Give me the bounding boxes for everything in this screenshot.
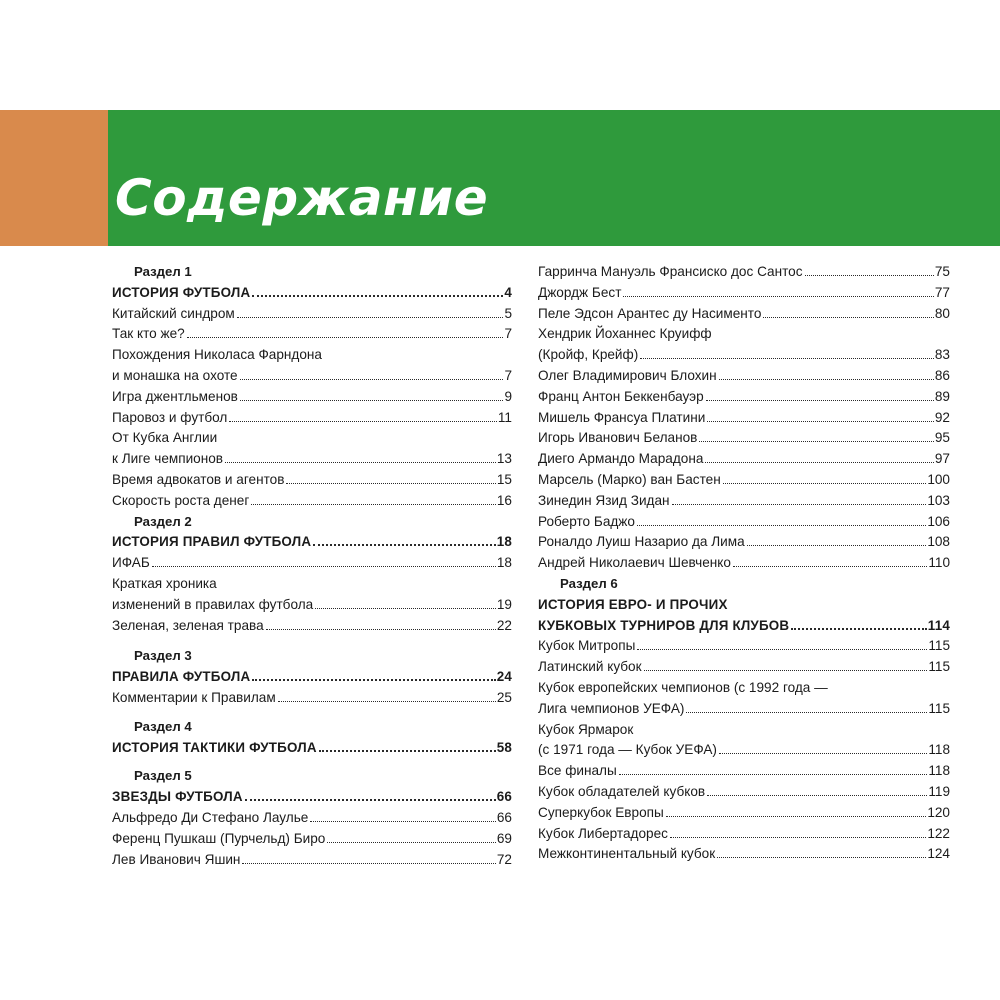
toc-entry-title: Зеленая, зеленая трава [112, 617, 264, 633]
toc-entry-title: Латинский кубок [538, 659, 642, 675]
toc-entry[interactable] [112, 850, 512, 871]
toc-heading-title: ИСТОРИЯ ПРАВИЛ ФУТБОЛА [112, 534, 312, 550]
toc-entry[interactable] [538, 824, 950, 845]
toc-leader-dots [315, 608, 496, 609]
toc-page-number: 86 [934, 367, 950, 383]
toc-entry[interactable] [538, 699, 950, 720]
toc-page-number: 15 [496, 471, 512, 487]
toc-leader-dots [187, 337, 504, 338]
toc-page-number: 22 [496, 617, 512, 633]
toc-entry-title: Время адвокатов и агентов [112, 471, 285, 487]
toc-leader-dots [237, 317, 504, 318]
toc-leader-dots [644, 670, 928, 671]
toc-entry-line1[interactable] [538, 324, 950, 345]
toc-entry[interactable] [538, 740, 950, 761]
toc-page-number: 16 [496, 492, 512, 508]
toc-page-number: 100 [927, 471, 950, 487]
toc-leader-dots [327, 842, 496, 843]
toc-leader-dots [719, 379, 934, 380]
toc-leader-dots [672, 504, 927, 505]
toc-entry[interactable] [538, 636, 950, 657]
toc-entry-title: Игорь Иванович Беланов [538, 430, 698, 446]
toc-entry[interactable] [538, 491, 950, 512]
toc-entry-title: Паровоз и футбол [112, 409, 228, 425]
toc-leader-dots [666, 816, 927, 817]
toc-page-number: 89 [934, 388, 950, 404]
toc-page-number: 118 [928, 742, 950, 758]
toc-page-number: 119 [928, 783, 950, 799]
toc-heading-title: ИСТОРИЯ ЕВРО- И ПРОЧИХ [538, 596, 728, 612]
toc-entry-title: Роберто Баджо [538, 513, 635, 529]
toc-entry-title: Лев Иванович Яшин [112, 851, 241, 867]
toc-page-number: 108 [927, 534, 950, 550]
toc-leader-dots [706, 400, 934, 401]
toc-entry-title: Краткая хроника [112, 575, 217, 591]
toc-leader-dots [805, 275, 934, 276]
toc-entry-title: изменений в правилах футбола [112, 596, 314, 612]
toc-entry-title: От Кубка Англии [112, 430, 218, 446]
toc-entry-title: Так кто же? [112, 326, 185, 342]
toc-heading-line1[interactable] [538, 595, 950, 616]
toc-entry[interactable] [538, 408, 950, 429]
toc-entry-title: Гарринча Мануэль Франсиско дос Сантос [538, 264, 803, 279]
toc-entry[interactable] [538, 470, 950, 491]
toc-entry-title: Кубок обладателей кубков [538, 783, 706, 799]
toc-leader-dots [717, 857, 926, 858]
toc-heading-title: ИСТОРИЯ ТАКТИКИ ФУТБОЛА [112, 739, 317, 755]
toc-page-number: 5 [504, 305, 512, 321]
toc-entry[interactable] [538, 761, 950, 782]
toc-leader-dots [791, 628, 927, 630]
toc-entry-title: и монашка на охоте [112, 367, 238, 383]
toc-leader-dots [640, 358, 934, 359]
toc-entry[interactable] [112, 324, 512, 345]
toc-page-number: 118 [928, 763, 950, 779]
toc-entry-title: (с 1971 года — Кубок УЕФА) [538, 742, 717, 758]
toc-entry-title: Игра джентльменов [112, 388, 238, 404]
toc-page-number: 124 [927, 846, 950, 862]
toc-page-number: 122 [927, 825, 950, 841]
toc-right-column [538, 262, 950, 865]
toc-page-number: 4 [504, 284, 512, 300]
toc-entry[interactable] [538, 366, 950, 387]
toc-leader-dots [242, 863, 495, 864]
toc-page-number: 97 [934, 451, 950, 467]
toc-entry-title: Китайский синдром [112, 305, 235, 321]
toc-entry-title: Зинедин Язид Зидан [538, 492, 670, 508]
toc-page-number: 106 [927, 513, 950, 529]
toc-leader-dots [707, 421, 934, 422]
toc-entry-title: Мишель Франсуа Платини [538, 409, 706, 425]
page-title: Содержание [115, 169, 489, 227]
toc-page-number: 66 [496, 809, 512, 825]
toc-page-number: 115 [928, 638, 950, 654]
toc-entry[interactable] [538, 782, 950, 803]
toc-page-number: 69 [496, 830, 512, 846]
toc-entry-title: Хендрик Йоханнес Круифф [538, 326, 712, 342]
toc-leader-dots [699, 441, 934, 442]
toc-entry-title: Джордж Бест [538, 284, 622, 300]
toc-entry[interactable] [112, 616, 512, 637]
toc-entry-line1[interactable] [112, 345, 512, 366]
section-label: Раздел 2 [134, 513, 192, 529]
toc-left-column [112, 262, 512, 870]
toc-heading-title: ПРАВИЛА ФУТБОЛА [112, 669, 251, 685]
toc-entry-title: Франц Антон Беккенбауэр [538, 388, 704, 404]
spacer [112, 758, 512, 766]
toc-leader-dots [705, 462, 933, 463]
toc-page-number: 77 [934, 284, 950, 300]
spacer [112, 709, 512, 717]
toc-entry-title: Кубок европейских чемпионов (с 1992 года — [538, 679, 828, 695]
banner-orange-block [0, 110, 108, 246]
toc-leader-dots [240, 400, 504, 401]
toc-leader-dots [733, 566, 927, 567]
toc-entry-title: Кубок Либертадорес [538, 825, 668, 841]
toc-entry-title: Все финалы [538, 763, 617, 779]
toc-leader-dots [251, 504, 496, 505]
toc-page-number: 58 [496, 739, 512, 755]
toc-page-number: 103 [927, 492, 950, 508]
toc-entry-title: Ференц Пушкаш (Пурчельд) Биро [112, 830, 326, 846]
section-label: Раздел 5 [134, 768, 192, 784]
toc-entry-title: Межконтинентальный кубок [538, 846, 716, 862]
toc-entry[interactable] [538, 283, 950, 304]
toc-entry[interactable] [112, 595, 512, 616]
toc-leader-dots [763, 317, 933, 318]
toc-heading[interactable] [112, 283, 512, 304]
toc-leader-dots [266, 629, 496, 630]
toc-page-number: 11 [497, 409, 512, 425]
toc-entry[interactable] [112, 366, 512, 387]
toc-entry[interactable] [112, 553, 512, 574]
toc-entry-title: (Кройф, Крейф) [538, 347, 639, 363]
toc-page-number: 18 [496, 555, 512, 571]
toc-heading[interactable] [112, 667, 512, 688]
toc-entry-title: Похождения Николаса Фарндона [112, 347, 322, 363]
toc-page-number: 95 [934, 430, 950, 446]
toc-entry[interactable] [112, 304, 512, 325]
toc-leader-dots [670, 837, 926, 838]
toc-entry[interactable] [538, 844, 950, 865]
toc-entry-title: Скорость роста денег [112, 492, 250, 508]
toc-entry[interactable] [538, 387, 950, 408]
toc-page-number: 7 [504, 326, 512, 342]
toc-page-number: 13 [496, 451, 512, 467]
toc-page-number: 9 [504, 388, 512, 404]
toc-page-number: 66 [496, 789, 512, 805]
toc-entry-title: Комментарии к Правилам [112, 689, 276, 705]
toc-heading[interactable] [112, 787, 512, 808]
toc-leader-dots [686, 712, 927, 713]
toc-leader-dots [286, 483, 495, 484]
toc-leader-dots [310, 821, 496, 822]
toc-entry[interactable] [112, 688, 512, 709]
toc-page-number: 19 [496, 596, 512, 612]
toc-heading[interactable] [112, 738, 512, 759]
toc-entry[interactable] [538, 428, 950, 449]
toc-heading[interactable] [112, 532, 512, 553]
toc-entry[interactable] [538, 262, 950, 283]
toc-entry-title: Лига чемпионов УЕФА) [538, 700, 685, 716]
toc-entry-line1[interactable] [538, 678, 950, 699]
spacer [112, 636, 512, 646]
section-label: Раздел 3 [134, 648, 192, 664]
toc-leader-dots [619, 774, 928, 775]
toc-entry-title: Марсель (Марко) ван Бастен [538, 471, 721, 487]
section-label: Раздел 4 [134, 718, 192, 734]
toc-page-number: 83 [934, 347, 950, 363]
toc-entry-title: Диего Армандо Марадона [538, 451, 704, 467]
toc-page-number: 120 [927, 804, 950, 820]
toc-entry-line1[interactable] [538, 720, 950, 741]
toc-page-number: 114 [927, 617, 950, 633]
toc-leader-dots [313, 544, 496, 546]
toc-entry-title: Андрей Николаевич Шевченко [538, 555, 731, 571]
toc-leader-dots [225, 462, 496, 463]
toc-leader-dots [747, 545, 927, 546]
toc-heading-title: КУБКОВЫХ ТУРНИРОВ ДЛЯ КЛУБОВ [538, 617, 790, 633]
toc-leader-dots [719, 753, 927, 754]
toc-leader-dots [252, 679, 495, 681]
toc-page-number: 24 [496, 669, 512, 685]
section-label: Раздел 6 [560, 575, 618, 591]
toc-entry-title: Кубок Митропы [538, 638, 636, 654]
toc-entry-title: Альфредо Ди Стефано Лаулье [112, 809, 309, 825]
toc-page-number: 18 [496, 534, 512, 550]
toc-page-number: 25 [496, 689, 512, 705]
toc-leader-dots [319, 750, 496, 752]
toc-entry[interactable] [538, 345, 950, 366]
toc-leader-dots [623, 296, 933, 297]
toc-entry[interactable] [538, 304, 950, 325]
toc-entry[interactable] [112, 829, 512, 850]
toc-entry[interactable] [538, 449, 950, 470]
toc-leader-dots [245, 799, 496, 801]
toc-heading[interactable] [538, 616, 950, 637]
toc-entry[interactable] [112, 808, 512, 829]
toc-leader-dots [152, 566, 496, 567]
toc-page-number: 115 [928, 659, 950, 675]
toc-leader-dots [637, 649, 927, 650]
toc-heading-title: ЗВЕЗДЫ ФУТБОЛА [112, 789, 243, 805]
toc-leader-dots [229, 421, 497, 422]
toc-entry-line1[interactable] [112, 574, 512, 595]
toc-entry[interactable] [112, 408, 512, 429]
toc-page-number: 115 [928, 700, 950, 716]
toc-leader-dots [278, 701, 496, 702]
toc-page-number: 80 [934, 305, 950, 321]
toc-entry[interactable] [538, 803, 950, 824]
toc-leader-dots [707, 795, 927, 796]
toc-page-number: 75 [934, 264, 950, 279]
toc-leader-dots [252, 295, 503, 297]
toc-page-number: 92 [934, 409, 950, 425]
toc-entry[interactable] [112, 470, 512, 491]
toc-entry-title: к Лиге чемпионов [112, 451, 224, 467]
toc-entry[interactable] [538, 532, 950, 553]
toc-entry[interactable] [538, 657, 950, 678]
toc-entry-line1[interactable] [112, 428, 512, 449]
toc-entry-title: Олег Владимирович Блохин [538, 367, 717, 383]
toc-entry[interactable] [538, 512, 950, 533]
toc-leader-dots [723, 483, 927, 484]
toc-entry[interactable] [112, 491, 512, 512]
toc-entry[interactable] [538, 553, 950, 574]
toc-entry-title: Суперкубок Европы [538, 804, 664, 820]
toc-leader-dots [240, 379, 504, 380]
toc-page-number: 72 [496, 851, 512, 867]
toc-entry-title: Роналдо Луиш Назарио да Лима [538, 534, 745, 550]
toc-entry[interactable] [112, 449, 512, 470]
toc-heading-title: ИСТОРИЯ ФУТБОЛА [112, 284, 251, 300]
toc-entry[interactable] [112, 387, 512, 408]
toc-leader-dots [637, 525, 926, 526]
toc-entry-title: Пеле Эдсон Арантес ду Насименто [538, 305, 762, 321]
toc-page-number: 7 [504, 367, 512, 383]
toc-page-number: 110 [928, 555, 950, 571]
toc-entry-title: ИФАБ [112, 555, 150, 571]
toc-entry-title: Кубок Ярмарок [538, 721, 634, 737]
section-label: Раздел 1 [134, 264, 192, 279]
